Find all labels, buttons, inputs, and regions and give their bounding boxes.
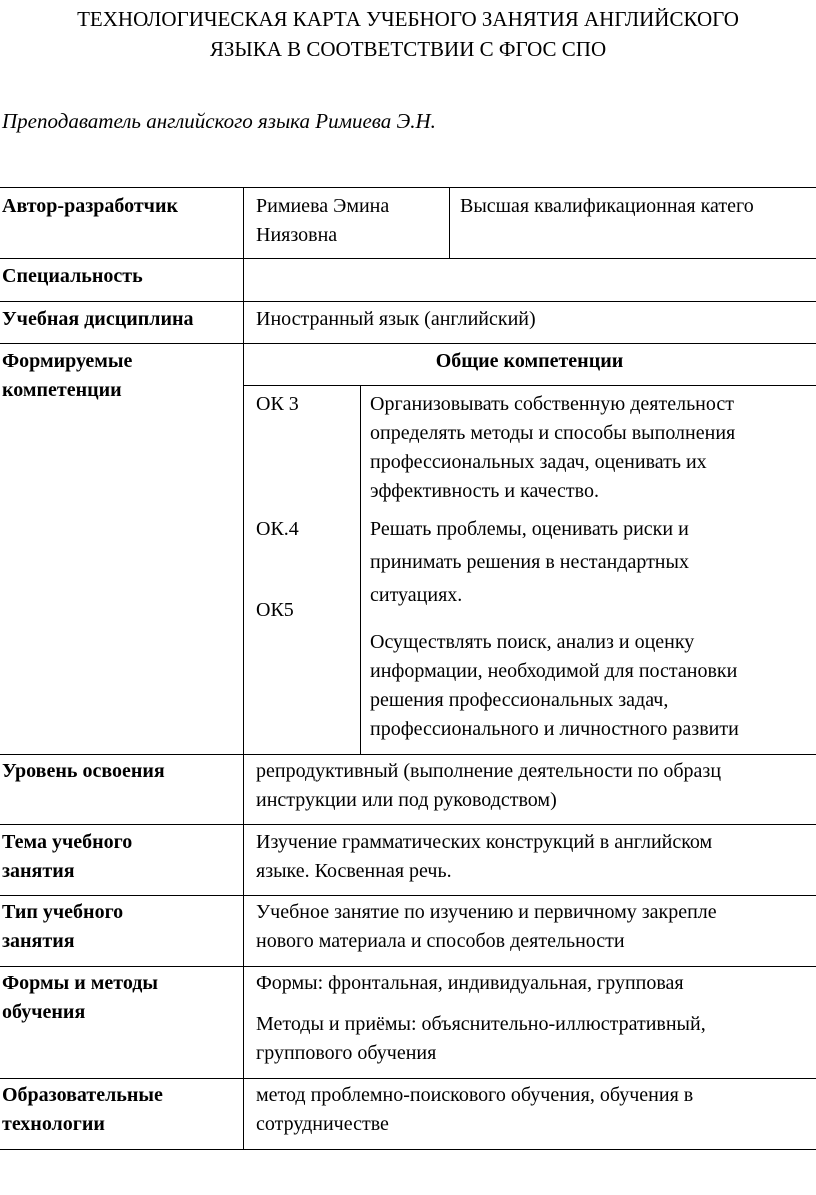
column-border: [360, 385, 361, 754]
competency-description-line: информации, необходимой для постановки: [370, 660, 738, 682]
row-border: [0, 343, 816, 344]
tech-label-line-2: технологии: [2, 1113, 105, 1135]
level-value-line-1: репродуктивный (выполнение деятельности по образц: [256, 760, 722, 782]
competency-description-line: определять методы и способы выполнения: [370, 422, 736, 444]
column-border: [243, 187, 244, 1149]
competency-code: ОК5: [256, 599, 294, 621]
type-label-line-1: Тип учебного: [2, 901, 124, 923]
row-border: [0, 895, 816, 896]
type-value-line-1: Учебное занятие по изучению и первичному закрепле: [256, 901, 717, 923]
row-border: [0, 754, 816, 755]
author-name-line-2: Ниязовна: [256, 224, 338, 246]
title-line-2: ЯЗЫКА В СООТВЕТСТВИИ С ФГОС СПО: [209, 37, 607, 61]
row-border: [0, 1078, 816, 1079]
topic-label-line-1: Тема учебного: [2, 831, 133, 853]
topic-label-line-2: занятия: [2, 860, 75, 882]
author-name-line-1: Римиева Эмина: [256, 195, 390, 217]
competencies-label-line-2: компетенции: [2, 379, 122, 401]
level-label: Уровень освоения: [2, 760, 165, 782]
title-line-1: ТЕХНОЛОГИЧЕСКАЯ КАРТА УЧЕБНОГО ЗАНЯТИЯ АНГЛИЙСКОГО: [77, 7, 739, 31]
competency-description-line: эффективность и качество.: [370, 480, 599, 502]
row-border: [0, 187, 816, 188]
row-border: [0, 824, 816, 825]
type-value-line-2: нового материала и способов деятельности: [256, 930, 625, 952]
tech-label-line-1: Образовательные: [2, 1084, 163, 1106]
forms-value: Формы: фронтальная, индивидуальная, групповая: [256, 972, 684, 994]
row-border: [0, 1149, 816, 1150]
discipline-value: Иностранный язык (английский): [256, 308, 536, 330]
type-label-line-2: занятия: [2, 930, 75, 952]
specialty-label: Специальность: [2, 265, 143, 287]
forms-label-line-1: Формы и методы: [2, 972, 158, 994]
competency-description-line: ситуациях.: [370, 584, 463, 606]
discipline-label: Учебная дисциплина: [2, 308, 194, 330]
competency-code: ОК 3: [256, 393, 299, 415]
competency-description-line: Организовывать собственную деятельност: [370, 393, 735, 415]
competency-description-line: профессионального и личностного развити: [370, 718, 739, 740]
competency-description-line: профессиональных задач, оценивать их: [370, 451, 707, 473]
row-border: [243, 385, 816, 386]
forms-label-line-2: обучения: [2, 1001, 86, 1023]
column-border: [449, 187, 450, 258]
competency-code: ОК.4: [256, 518, 299, 540]
methods-value-line-1: Методы и приёмы: объяснительно-иллюстративный,: [256, 1013, 706, 1035]
author-category: Высшая квалификационная катего: [460, 195, 754, 217]
topic-value-line-1: Изучение грамматических конструкций в английском: [256, 831, 713, 853]
competency-description-line: Решать проблемы, оценивать риски и: [370, 518, 689, 540]
teacher-line: Преподаватель английского языка Римиева Э.Н.: [2, 109, 436, 133]
topic-value-line-2: языке. Косвенная речь.: [256, 860, 452, 882]
tech-value-line-1: метод проблемно-поискового обучения, обучения в: [256, 1084, 694, 1106]
author-label: Автор-разработчик: [2, 195, 178, 217]
competency-description-line: Осуществлять поиск, анализ и оценку: [370, 631, 695, 653]
competencies-label-line-1: Формируемые: [2, 350, 133, 372]
competency-description-line: решения профессиональных задач,: [370, 689, 669, 711]
level-value-line-2: инструкции или под руководством): [256, 789, 557, 811]
competencies-header: Общие компетенции: [435, 350, 624, 372]
row-border: [0, 258, 816, 259]
competency-description-line: принимать решения в нестандартных: [370, 551, 689, 573]
methods-value-line-2: группового обучения: [256, 1042, 437, 1064]
tech-value-line-2: сотрудничестве: [256, 1113, 389, 1135]
row-border: [0, 966, 816, 967]
row-border: [0, 301, 816, 302]
